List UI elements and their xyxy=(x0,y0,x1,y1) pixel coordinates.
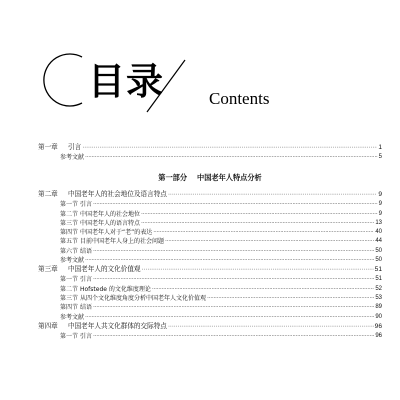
section-title: 结语 xyxy=(80,304,93,312)
page-number: 96 xyxy=(374,322,382,330)
page-number: 50 xyxy=(375,247,382,254)
section-number: 第二节 xyxy=(60,210,79,218)
page-number: 53 xyxy=(375,294,382,301)
toc-chapter-2-references[interactable] xyxy=(38,256,382,265)
toc-section[interactable] xyxy=(38,219,382,228)
section-title: 中国老年人的语言特点 xyxy=(80,219,141,227)
page-number: 40 xyxy=(375,229,382,236)
toc-chapter-1[interactable] xyxy=(38,143,382,153)
section-number: 第三节 xyxy=(60,294,79,302)
dot-leader xyxy=(93,200,378,209)
section-number: 第一节 xyxy=(60,276,79,284)
part-number: 第一部分 xyxy=(158,173,188,183)
dot-leader xyxy=(168,190,377,200)
dot-leader xyxy=(82,143,377,153)
section-title: 中国老年人对于“老”的表达 xyxy=(80,229,153,237)
toc-section[interactable] xyxy=(38,247,382,256)
toc-chapter-2[interactable] xyxy=(38,190,382,200)
chapter-number: 第四章 xyxy=(38,322,58,330)
section-number: 第四节 xyxy=(60,229,79,237)
section-title: 引言 xyxy=(80,201,93,209)
section-title: 引言 xyxy=(80,332,93,340)
chapter-title: 中国老年人共文化群体的交际特点 xyxy=(68,322,167,330)
dot-leader xyxy=(85,313,374,322)
section-title: 目前中国老年人身上的社会问题 xyxy=(80,238,165,246)
chapter-title: 中国老年人的文化价值观 xyxy=(68,266,141,274)
section-title: 结语 xyxy=(80,247,93,255)
page-number: 89 xyxy=(375,304,382,311)
page-number: 13 xyxy=(375,219,382,226)
page-number: 90 xyxy=(375,313,382,320)
section-number: 第四节 xyxy=(60,304,79,312)
chapter-title: 中国老年人的社会地位及语言特点 xyxy=(68,191,167,199)
chapter-title: 引言 xyxy=(68,144,82,151)
page-number: 9 xyxy=(378,191,382,199)
dot-leader xyxy=(168,322,374,332)
references-label: 参考文献 xyxy=(60,154,85,161)
page-number: 9 xyxy=(378,210,382,217)
toc-chapter-3[interactable] xyxy=(38,265,382,275)
dot-leader xyxy=(165,237,374,246)
references-label: 参考文献 xyxy=(60,257,85,265)
section-number: 第一节 xyxy=(60,201,79,209)
section-number: 第五节 xyxy=(60,238,79,246)
dot-leader xyxy=(85,153,378,162)
toc-section[interactable] xyxy=(38,200,382,209)
dot-leader xyxy=(93,332,374,341)
dot-leader xyxy=(93,247,374,256)
dot-leader xyxy=(207,294,374,303)
page-number: 51 xyxy=(375,276,382,283)
chapter-number: 第三章 xyxy=(38,266,58,274)
dot-leader xyxy=(152,285,374,294)
section-number: 第三节 xyxy=(60,219,79,227)
header-decoration xyxy=(0,0,400,125)
toc-section[interactable] xyxy=(38,285,382,294)
section-title: 中国老年人的社会地位 xyxy=(80,210,141,218)
section-title: 引言 xyxy=(80,276,93,284)
page-number: 50 xyxy=(375,257,382,264)
page-number: 51 xyxy=(374,266,382,274)
page-title: 目录 xyxy=(88,60,164,103)
page-subtitle: Contents xyxy=(209,89,270,108)
toc-section[interactable] xyxy=(38,303,382,312)
chapter-number: 第一章 xyxy=(38,144,58,151)
toc-section[interactable] xyxy=(38,210,382,219)
toc-chapter-1-references[interactable] xyxy=(38,153,382,162)
page-number: 44 xyxy=(375,238,382,245)
dot-leader xyxy=(85,256,374,265)
toc-section[interactable] xyxy=(38,228,382,237)
toc-section[interactable] xyxy=(38,332,382,341)
section-number: 第六节 xyxy=(60,247,79,255)
section-title: 从四个文化维度角度分析中国老年人文化价值观 xyxy=(80,294,207,302)
circle-arc-decoration xyxy=(44,54,82,106)
references-label: 参考文献 xyxy=(60,313,85,321)
page-number: 9 xyxy=(378,201,382,208)
chapter-number: 第二章 xyxy=(38,191,58,199)
page-number: 1 xyxy=(378,144,382,151)
dot-leader xyxy=(142,265,374,275)
section-number: 第一节 xyxy=(60,332,79,340)
section-title: Hofstede 的文化维度理论 xyxy=(80,285,151,293)
toc-section[interactable] xyxy=(38,237,382,246)
dot-leader xyxy=(93,275,374,284)
dot-leader xyxy=(93,303,374,312)
toc-section[interactable] xyxy=(38,275,382,284)
dot-leader xyxy=(141,219,374,228)
toc-chapter-3-references[interactable] xyxy=(38,313,382,322)
dot-leader xyxy=(141,210,378,219)
page-number: 5 xyxy=(378,154,382,160)
part-title: 中国老年人特点分析 xyxy=(197,173,262,183)
toc-chapter-4[interactable] xyxy=(38,322,382,332)
toc-header xyxy=(0,0,400,125)
toc-part-1[interactable] xyxy=(38,166,382,190)
dot-leader xyxy=(153,228,374,237)
page-number: 52 xyxy=(375,285,382,292)
page-number: 96 xyxy=(375,332,382,339)
toc-section[interactable] xyxy=(38,294,382,303)
table-of-contents xyxy=(38,143,382,341)
section-number: 第二节 xyxy=(60,285,79,293)
